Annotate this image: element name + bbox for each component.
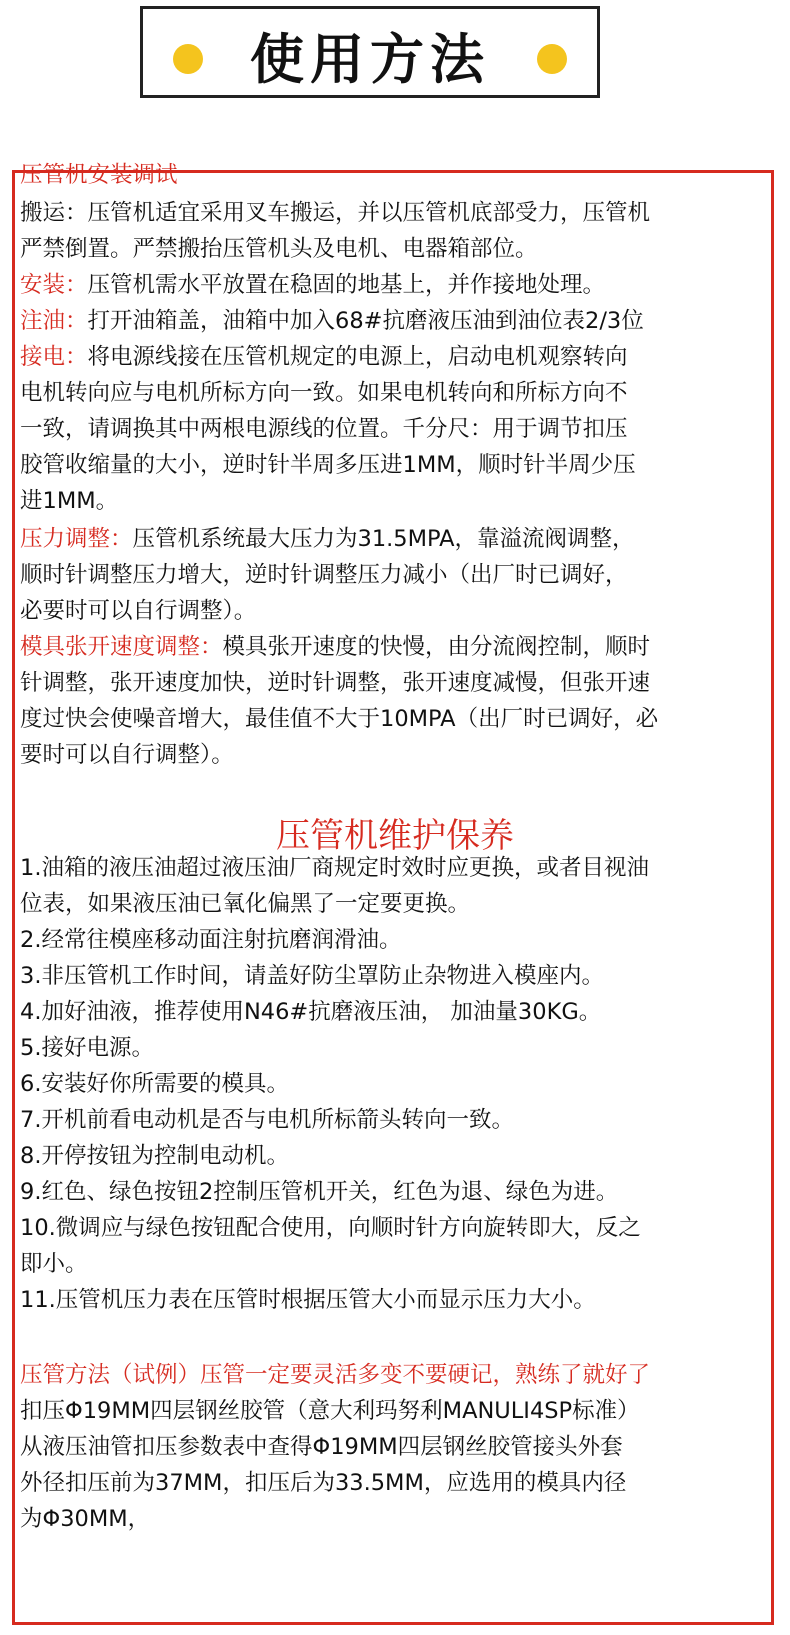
install-muju bbox=[20, 632, 650, 662]
title-frame bbox=[140, 6, 600, 98]
method-heading: 压管方法（试例）压管一定要灵活多变不要硬记，熟练了就好了 bbox=[20, 1362, 651, 1388]
yali-text: 压管机系统最大压力为31.5MPA，靠溢流阀调整， bbox=[132, 526, 635, 552]
page-title: 使用方法 bbox=[250, 28, 490, 91]
install-line: 必要时可以自行调整）。 bbox=[20, 598, 257, 624]
install-zhuyou bbox=[20, 306, 644, 336]
muju-label: 模具张开速度调整： bbox=[20, 634, 223, 660]
yali-label: 压力调整： bbox=[20, 526, 133, 552]
install-anzhuang bbox=[20, 270, 605, 300]
anzhuang-text: 压管机需水平放置在稳固的地基上，并作接地处理。 bbox=[87, 272, 606, 298]
zhuyou-label: 注油： bbox=[20, 308, 88, 334]
maintenance-line: 位表，如果液压油已氧化偏黑了一定要更换。 bbox=[20, 891, 471, 917]
install-line: 一致，请调换其中两根电源线的位置。千分尺：用于调节扣压 bbox=[20, 416, 628, 442]
method-line: 从液压油管扣压参数表中查得Φ19MM四层钢丝胶管接头外套 bbox=[20, 1434, 623, 1460]
maintenance-line: 10.微调应与绿色按钮配合使用，向顺时针方向旋转即大，反之 bbox=[20, 1215, 641, 1241]
jiedian-text: 将电源线接在压管机规定的电源上，启动电机观察转向 bbox=[87, 344, 628, 370]
install-line: 严禁倒置。严禁搬抬压管机头及电机、电器箱部位。 bbox=[20, 236, 538, 262]
jiedian-label: 接电： bbox=[20, 344, 88, 370]
install-line: 针调整，张开速度加快，逆时针调整，张开速度减慢，但张开速 bbox=[20, 670, 651, 696]
anzhuang-label: 安装： bbox=[20, 272, 88, 298]
maintenance-line: 11.压管机压力表在压管时根据压管大小而显示压力大小。 bbox=[20, 1287, 596, 1313]
install-line: 进1MM。 bbox=[20, 488, 119, 514]
method-line: 外径扣压前为37MM，扣压后为33.5MM，应选用的模具内径 bbox=[20, 1470, 627, 1496]
maintenance-line: 1.油箱的液压油超过液压油厂商规定时效时应更换，或者目视油 bbox=[20, 855, 649, 881]
install-line: 顺时针调整压力增大，逆时针调整压力减小（出厂时已调好， bbox=[20, 562, 628, 588]
install-line: 要时可以自行调整）。 bbox=[20, 742, 234, 768]
install-line: 度过快会使噪音增大，最佳值不大于10MPA（出厂时已调好，必 bbox=[20, 706, 659, 732]
maintenance-line: 7.开机前看电动机是否与电机所标箭头转向一致。 bbox=[20, 1107, 514, 1133]
maintenance-line: 6.安装好你所需要的模具。 bbox=[20, 1071, 289, 1097]
maintenance-line: 8.开停按钮为控制电动机。 bbox=[20, 1143, 289, 1169]
maintenance-heading: 压管机维护保养 bbox=[276, 816, 514, 856]
muju-text: 模具张开速度的快慢，由分流阀控制，顺时 bbox=[222, 634, 651, 660]
method-line: 为Φ30MM， bbox=[20, 1506, 151, 1532]
method-line: 扣压Φ19MM四层钢丝胶管（意大利玛努利MANULI4SP标准） bbox=[20, 1398, 640, 1424]
maintenance-line: 4.加好油液，推荐使用N46#抗磨液压油， 加油量30KG。 bbox=[20, 999, 602, 1025]
maintenance-line: 5.接好电源。 bbox=[20, 1035, 154, 1061]
install-line: 电机转向应与电机所标方向一致。如果电机转向和所标方向不 bbox=[20, 380, 628, 406]
install-line: 搬运：压管机适宜采用叉车搬运，并以压管机底部受力，压管机 bbox=[20, 200, 651, 226]
yellow-dot-right bbox=[537, 44, 567, 74]
zhuyou-text: 打开油箱盖，油箱中加入68#抗磨液压油到油位表2/3位 bbox=[87, 308, 644, 334]
install-jiedian bbox=[20, 342, 628, 372]
maintenance-line: 3.非压管机工作时间，请盖好防尘罩防止杂物进入模座内。 bbox=[20, 963, 604, 989]
install-heading: 压管机安装调试 bbox=[20, 162, 178, 188]
maintenance-line: 2.经常往模座移动面注射抗磨润滑油。 bbox=[20, 927, 402, 953]
install-line: 胶管收缩量的大小，逆时针半周多压进1MM，顺时针半周少压 bbox=[20, 452, 636, 478]
install-yali bbox=[20, 524, 635, 554]
maintenance-line: 9.红色、绿色按钮2控制压管机开关，红色为退、绿色为进。 bbox=[20, 1179, 619, 1205]
maintenance-line: 即小。 bbox=[20, 1251, 88, 1277]
